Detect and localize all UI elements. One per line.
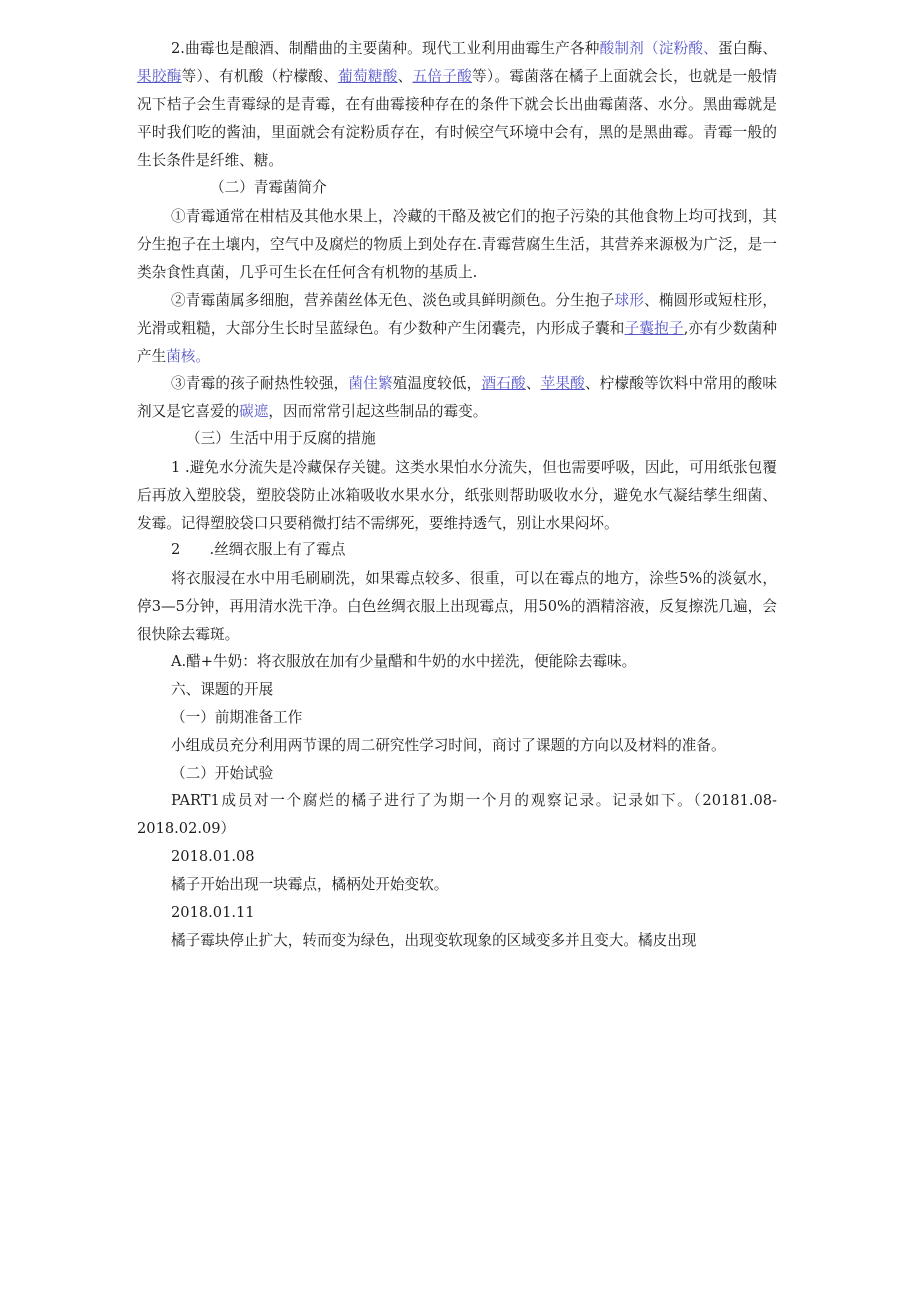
paragraph-penicillium-structure: ②青霉菌属多细胞，营养菌丝体无色、淡色或具鲜明颜色。分生抱子球形、椭圆形或短柱形，光滑或粗糙，大部分生长时呈蓝绿色。有少数种产生闭囊壳，内形成子囊和子囊抱子,亦有少数菌种产生菌核。 xyxy=(137,292,777,365)
paragraph-preparation: 小组成员充分利用两节课的周二研究性学习时间，商讨了课题的方向以及材料的准备。 xyxy=(171,737,726,754)
link-reproduction[interactable]: 菌住繁 xyxy=(348,375,393,392)
link-ascospore[interactable]: 子囊抱子 xyxy=(624,320,684,337)
link-sclerotium[interactable]: 菌核。 xyxy=(166,348,210,365)
heading-section-six: 六、课题的开展 xyxy=(171,681,274,698)
link-malic-acid[interactable]: 苹果酸 xyxy=(540,375,585,392)
link-tartaric-acid[interactable]: 酒石酸 xyxy=(481,375,526,392)
link-acid-agent[interactable]: 酸制剂（淀粉酸、 xyxy=(599,40,718,57)
record-note-2: 橘子霉块停止扩大，转而变为绿色，出现变软现象的区域变多并且变大。橘皮出现 xyxy=(171,932,697,949)
heading-penicillium-intro: （二）青霉菌简介 xyxy=(210,179,327,196)
link-pectinase[interactable]: 果胶酶 xyxy=(137,68,182,85)
heading-silk-mold: 2 .丝绸衣服上有了霉点 xyxy=(171,541,346,558)
link-spherical[interactable]: 球形 xyxy=(614,292,645,309)
paragraph-aspergillus: 2.曲霉也是酿酒、制醋曲的主要菌种。现代工业利用曲霉生产各种酸制剂（淀粉酸、蛋白酶、果胶酶等）、有机酸（柠檬酸、葡萄糖酸、五倍子酸等）。霉菌落在橘子上面就会长，也就是一般情况下桔子会生青霉绿的是青霉，在有曲霉接种存在的条件下就会长出曲霉菌落、水分。黑曲霉就是平时我们吃的酱油，里面就会有淀粉质存在，有时候空气环境中会有，黑的是黑曲霉。青霉一般的生长条件是纤维、糖。 xyxy=(137,40,777,169)
paragraph-part1: PART1成员对一个腐烂的橘子进行了为期一个月的观察记录。记录如下。（20181.08-2018.02.09） xyxy=(137,792,777,837)
record-note-1: 橘子开始出现一块霉点，橘柄处开始变软。 xyxy=(171,876,449,893)
paragraph-penicillium-heat: ③青霉的孩子耐热性较强，菌住繁殖温度较低，酒石酸、苹果酸、柠檬酸等饮料中常用的酸味剂又是它喜爱的碳遮，因而常常引起这些制品的霉变。 xyxy=(137,375,777,420)
link-gluconic-acid[interactable]: 葡萄糖酸 xyxy=(338,68,398,85)
paragraph-vinegar-milk: A.醋+牛奶：将衣服放在加有少量醋和牛奶的水中搓洗，便能除去霉味。 xyxy=(171,653,637,670)
link-carbon-source[interactable]: 碳遮 xyxy=(239,403,269,420)
link-gallic-acid[interactable]: 五倍子酸 xyxy=(412,68,473,85)
paragraph-refrigeration: 1 .避免水分流失是冷藏保存关键。这类水果怕水分流失，但也需要呼吸，因此，可用纸张包覆后再放入塑胶袋，塑胶袋防止冰箱吸收水果水分，纸张则帮助吸收水分，避免水气凝结孳生细菌、发霉。记得塑胶袋口只要稍微打结不需绑死，要维持透气，别让水果闷坏。 xyxy=(137,459,777,532)
heading-preparation: （一）前期准备工作 xyxy=(171,709,303,726)
paragraph-penicillium-habitat: ①青霉通常在柑桔及其他水果上，冷藏的干酪及被它们的抱子污染的其他食物上均可找到，其分生抱子在土壤内，空气中及腐烂的物质上到处存在.青霉营腐生生活，其营养来源极为广泛，是一类杂食性真菌，几乎可生长在任何含有机物的基质上. xyxy=(137,208,777,281)
record-date-1: 2018.01.08 xyxy=(171,848,255,865)
heading-experiment: （二）开始试验 xyxy=(171,765,274,782)
record-date-2: 2018.01.11 xyxy=(171,904,255,921)
heading-anti-mold-measures: （三）生活中用于反腐的措施 xyxy=(186,430,376,447)
paragraph-silk-cleaning: 将衣服浸在水中用毛刷刷洗，如果霉点较多、很重，可以在霉点的地方，涂些5%的淡氨水，停3—5分钟，再用清水洗干净。白色丝绸衣服上出现霉点，用50%的酒精溶液，反复擦洗几遍，会很快除去霉斑。 xyxy=(137,570,777,643)
